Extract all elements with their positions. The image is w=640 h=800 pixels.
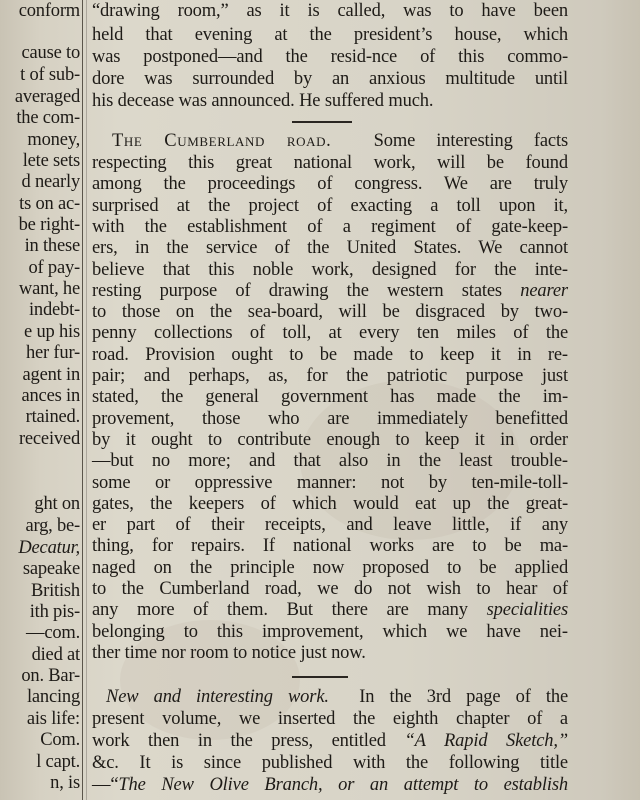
article-line: ers, in the service of the United States. We cannot (92, 238, 568, 259)
left-column-line: t of sub- (20, 65, 80, 85)
article-separator (292, 676, 348, 678)
left-column-line: the com- (16, 108, 80, 128)
article-line: thing, for repairs. If national works are to be ma- (92, 536, 568, 557)
article-line: resting purpose of drawing the western states nearer (92, 280, 568, 301)
left-column-line: ts on ac- (19, 194, 80, 214)
article-line: held that evening at the president’s house, which (92, 25, 568, 45)
article-heading-line (92, 686, 568, 708)
left-column-line: ght on (34, 494, 80, 514)
left-column-line: money, (27, 130, 80, 150)
left-column-line: rtained. (25, 407, 80, 427)
new-work-first-line: In the 3rd page of the (359, 687, 569, 707)
left-column-line: conform (18, 1, 80, 21)
article-line: er part of their receipts, and leave little, if any (92, 515, 569, 536)
article-line: any more of them. But there are many specialities (92, 600, 569, 621)
left-column-line: want, he (18, 279, 80, 299)
article-line: present volume, we inserted the eighth chapter of a (92, 709, 568, 729)
left-column-line: —com. (26, 623, 80, 643)
article-line: “drawing room,” as it is called, was to have been (92, 1, 568, 21)
article-line: dore was surrounded by an anxious multitude until (92, 69, 568, 89)
article-line: with the establishment of a regiment of gate-keep- (92, 216, 568, 237)
article-line: his decease was announced. He suffered much. (92, 91, 434, 111)
left-column-line: in these (24, 236, 80, 256)
left-column-line: be right- (18, 215, 80, 235)
left-column-line: British (31, 581, 80, 601)
left-column-line: cause to (21, 43, 80, 63)
article-line: to those on the sea-board, will be disgraced by two- (92, 302, 568, 323)
article-line: penny collections of toll, at every ten miles of the (92, 323, 569, 344)
left-column-line: n, is (50, 773, 80, 793)
article-line: respecting this great national work, will be found (92, 153, 568, 173)
column-rule-shadow (86, 0, 87, 800)
column-rule (82, 0, 83, 800)
article-line: believe that this noble work, designed for the inte- (92, 259, 568, 280)
article-line: road. Provision ought to be made to keep it in re- (92, 344, 568, 365)
left-column-line: l capt. (36, 752, 80, 772)
article-line: pair; and perhaps, as, for the patriotic purpose just (92, 366, 568, 386)
article-line: gates, the keepers of which would eat up the great- (92, 493, 568, 514)
left-column-line: on. Bar- (21, 666, 80, 686)
article-line: work then in the press, entitled “A Rapid Sketch,” (92, 731, 568, 751)
article-line: ther time nor room to notice just now. (92, 642, 366, 663)
cumberland-first-line: Some interesting facts (373, 131, 569, 151)
article-line: —but no more; and that also in the least trouble- (92, 451, 568, 472)
article-heading-line (92, 130, 568, 152)
article-line: provement, those who are immediately benefitted (92, 408, 569, 429)
article-line: to the Cumberland road, we do not wish to hear of (92, 579, 568, 599)
left-column-line: of pay- (28, 258, 80, 278)
left-column-line: arg, be- (25, 516, 80, 536)
left-column-line: agent in (22, 365, 80, 385)
left-column-line: ances in (21, 386, 80, 406)
article-line: some or oppressive manner: not by ten-mile-toll- (92, 472, 569, 493)
cumberland-heading: The Cumberland road. (112, 131, 332, 151)
left-column-line: Com. (40, 730, 80, 750)
left-column-line: lancing (26, 687, 80, 707)
left-column (0, 0, 80, 800)
left-column-line: sapeake (22, 559, 80, 579)
article-line: naged on the principle now proposed to be applied (92, 557, 569, 578)
article-line: surprised at the project of exacting a toll upon it, (92, 195, 569, 216)
article-line: &c. It is since published with the following title (92, 753, 568, 773)
left-column-line: averaged (14, 87, 80, 107)
right-column (92, 0, 632, 800)
left-column-line: e up his (24, 322, 80, 342)
article-line: belonging to this improvement, which we have nei- (92, 621, 568, 642)
left-column-line: d nearly (21, 172, 80, 192)
left-column-line: received (18, 429, 80, 449)
new-work-heading: New and interesting work. (106, 687, 329, 707)
left-column-line: ais life: (26, 709, 80, 729)
article-line: among the proceedings of congress. We are truly (92, 174, 568, 195)
article-line: by it ought to contribute enough to keep it in order (92, 429, 568, 450)
article-separator (292, 121, 352, 123)
article-line: —“The New Olive Branch, or an attempt to establish (92, 775, 568, 795)
article-line: stated, the general government has made the im- (92, 387, 568, 408)
left-column-line: her fur- (25, 343, 80, 363)
left-column-line: indebt- (28, 300, 80, 320)
left-column-line: ith pis- (29, 602, 80, 622)
left-column-line: Decatur, (18, 538, 80, 558)
article-line: was postponed—and the resid-nce of this commo- (92, 47, 568, 67)
left-column-line: died at (31, 645, 80, 665)
left-column-line: lete sets (22, 151, 80, 171)
